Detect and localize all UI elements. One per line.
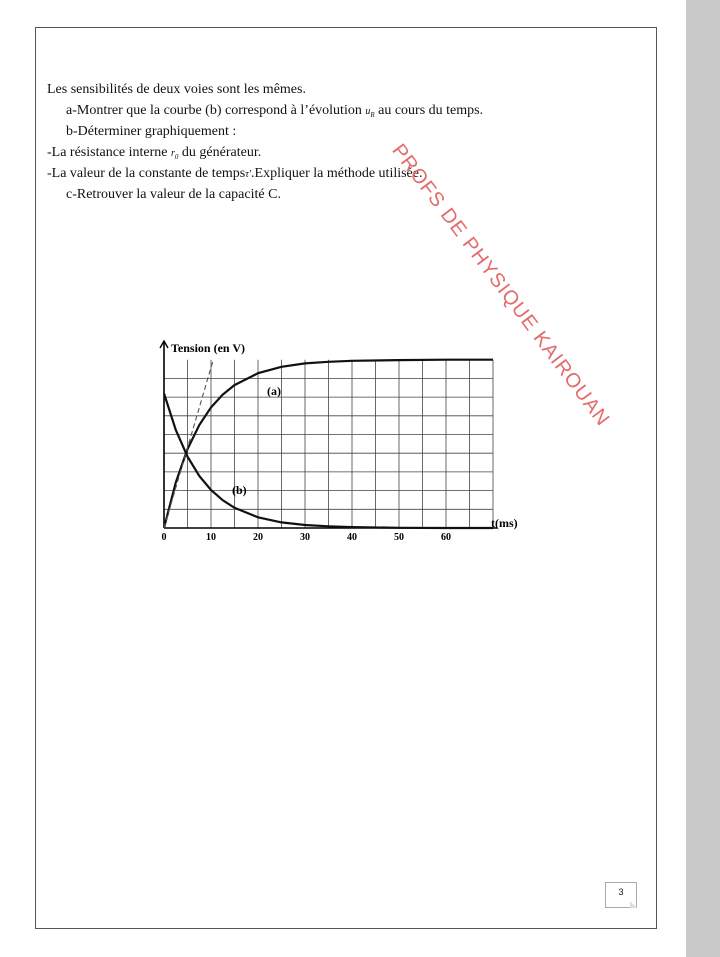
question-b: b-Déterminer graphiquement :	[66, 124, 237, 139]
question-a-start: a-Montrer que la courbe (b) correspond à l’évolution	[66, 103, 362, 118]
symbol-tau: τ′	[245, 169, 252, 180]
symbol-r0: $r_0$	[171, 148, 179, 161]
tension-chart	[145, 332, 535, 547]
text-line-3	[66, 124, 236, 140]
question-b-1-start: -La résistance interne	[47, 145, 168, 160]
right-margin-bar	[686, 0, 720, 957]
question-b-1-end: du générateur.	[181, 145, 262, 160]
x-tick-label: 0	[161, 532, 167, 543]
question-b-2-end: .Expliquer la méthode utilisée.	[251, 166, 423, 181]
text-line-6	[66, 187, 281, 203]
text-line-4	[47, 145, 261, 165]
page-number: 3	[618, 887, 624, 897]
question-c: c-Retrouver la valeur de la capacité C.	[66, 187, 281, 202]
x-tick-label: 50	[394, 532, 404, 543]
symbol-uR: $u_R$	[365, 106, 375, 119]
tangent-line	[164, 360, 213, 528]
x-tick-label: 10	[206, 532, 216, 543]
text-line-5	[47, 166, 422, 183]
x-tick-label: 60	[441, 532, 451, 543]
y-axis-label: Tension (en V)	[171, 341, 246, 355]
curve-b-label: (b)	[232, 483, 247, 497]
x-tick-label: 20	[253, 532, 263, 543]
x-tick-label: 30	[300, 532, 310, 543]
chart-grid	[164, 360, 493, 528]
watermark: PROFS DE PHYSIQUE KAIROUAN	[387, 140, 614, 431]
page-number-box	[605, 882, 637, 908]
text-line-1	[47, 82, 306, 98]
chart-labels	[162, 341, 518, 543]
question-b-2-start: -La valeur de la constante de temps	[47, 166, 246, 181]
question-a-end: au cours du temps.	[378, 103, 484, 118]
page-curl-icon	[630, 901, 637, 908]
x-tick-label: 40	[347, 532, 357, 543]
curve-a-label: (a)	[267, 384, 281, 398]
sentence-sensitivities: Les sensibilités de deux voies sont les mêmes.	[47, 82, 306, 97]
x-axis-label: t(ms)	[491, 516, 518, 530]
text-line-2	[66, 103, 483, 123]
